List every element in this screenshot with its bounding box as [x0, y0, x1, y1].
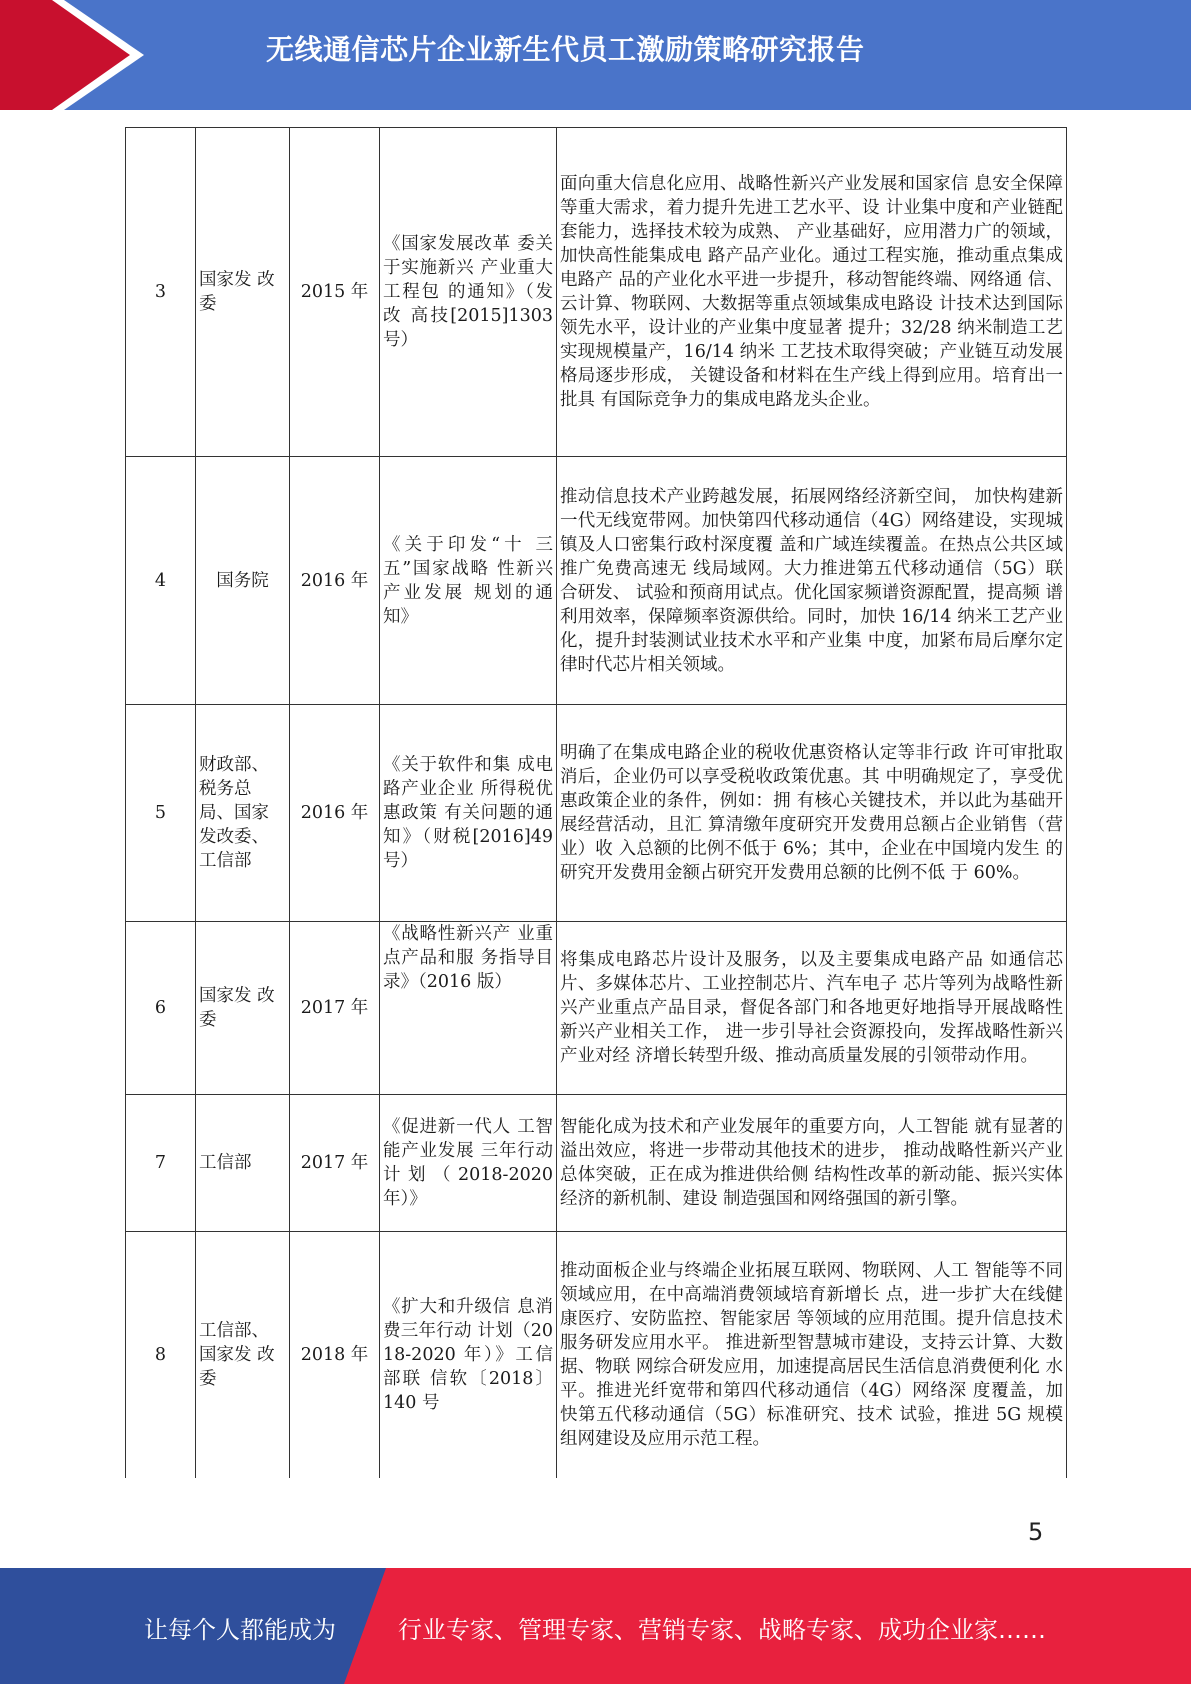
policy-document: 《扩大和升级信 息消费三年行动 计划（2018-2020 年）》工信部联 信软〔2018〕 140 号	[380, 1232, 557, 1478]
issuing-department: 工信部	[196, 1095, 290, 1232]
row-number: 8	[126, 1232, 196, 1478]
row-number: 5	[126, 705, 196, 922]
policy-content: 推动信息技术产业跨越发展，拓展网络经济新空间， 加快构建新一代无线宽带网。加快第四代移动通信（4G）网络建设，实现城镇及人口密集行政村深度覆 盖和广域连续覆盖。在热点公共区域推广免费高速无 线局域网。大力推进第五代移动通信（5G）联合研发、 试验和预商用试点。优化国家频谱资源配置，提高频 谱利用效率，保障频率资源供给。同时，加快 16/14 纳米工艺产业化，提升封装测试业技术水平和产业集 中度，加紧布局后摩尔定律时代芯片相关领域。	[557, 457, 1067, 705]
table-row	[126, 457, 1067, 705]
issue-year: 2016 年	[290, 457, 380, 705]
row-number: 4	[126, 457, 196, 705]
policy-table	[125, 127, 1067, 1478]
policy-document: 《国家发展改革 委关于实施新兴 产业重大工程包 的通知》（发改 高技[2015]1303 号）	[380, 128, 557, 457]
report-title: 无线通信芯片企业新生代员工激励策略研究报告	[266, 33, 865, 66]
row-number: 7	[126, 1095, 196, 1232]
policy-document: 《关于印发“十 三五”国家战略 性新兴产业发展 规划的通知》	[380, 457, 557, 705]
row-number: 6	[126, 922, 196, 1095]
table-row	[126, 1095, 1067, 1232]
footer-slogan-right: 行业专家、管理专家、营销专家、战略专家、成功企业家……	[398, 1616, 1046, 1644]
policy-document: 《促进新一代人 工智能产业发展 三年行动计划（2018-2020 年）》	[380, 1095, 557, 1232]
issuing-department: 国家发 改委	[196, 922, 290, 1095]
table-row	[126, 128, 1067, 457]
policy-content: 面向重大信息化应用、战略性新兴产业发展和国家信 息安全保障等重大需求，着力提升先进工艺水平、设 计业集中度和产业链配套能力，选择技术较为成熟、 产业基础好，应用潜力广的领域，加快高性能集成电 路产品产业化。通过工程实施，推动重点集成电路产 品的产业化水平进一步提升，移动智能终端、网络通 信、云计算、物联网、大数据等重点领域集成电路设 计技术达到国际领先水平，设计业的产业集中度显著 提升；32/28 纳米制造工艺实现规模量产，16/14 纳米 工艺技术取得突破；产业链互动发展格局逐步形成， 关键设备和材料在生产线上得到应用。培育出一批具 有国际竞争力的集成电路龙头企业。	[557, 128, 1067, 457]
policy-document: 《关于软件和集 成电路产业企业 所得税优惠政策 有关问题的通 知》（财税[2016]49 号）	[380, 705, 557, 922]
page-header	[0, 0, 1191, 110]
page-number: 5	[1028, 1518, 1044, 1546]
policy-document: 《战略性新兴产 业重点产品和服 务指导目录》（2016 版）	[380, 922, 557, 1095]
issue-year: 2016 年	[290, 705, 380, 922]
issuing-department: 财政部、 税务总 局、国家 发改委、 工信部	[196, 705, 290, 922]
issuing-department: 国务院	[196, 457, 290, 705]
row-number: 3	[126, 128, 196, 457]
policy-content: 推动面板企业与终端企业拓展互联网、物联网、人工 智能等不同领域应用，在中高端消费领域培育新增长 点，进一步扩大在线健康医疗、安防监控、智能家居 等领域的应用范围。提升信息技术服务研发应用水平。 推进新型智慧城市建设，支持云计算、大数据、物联 网综合研发应用，加速提高居民生活信息消费便利化 水平。推进光纤宽带和第四代移动通信（4G）网络深 度覆盖，加快第五代移动通信（5G）标准研究、技术 试验，推进 5G 规模组网建设及应用示范工程。	[557, 1232, 1067, 1478]
issue-year: 2018 年	[290, 1232, 380, 1478]
issue-year: 2017 年	[290, 1095, 380, 1232]
policy-content: 明确了在集成电路企业的税收优惠资格认定等非行政 许可审批取消后，企业仍可以享受税收政策优惠。其 中明确规定了，享受优惠政策企业的条件，例如：拥 有核心关键技术，并以此为基础开展经营活动，且汇 算清缴年度研究开发费用总额占企业销售（营业）收 入总额的比例不低于 6%；其中，企业在中国境内发生 的研究开发费用金额占研究开发费用总额的比例不低 于 60%。	[557, 705, 1067, 922]
policy-content: 将集成电路芯片设计及服务，以及主要集成电路产品 如通信芯片、多媒体芯片、工业控制芯片、汽车电子 芯片等列为战略性新兴产业重点产品目录，督促各部门和各地更好地指导开展战略性新兴产业相关工作， 进一步引导社会资源投向，发挥战略性新兴产业对经 济增长转型升级、推动高质量发展的引领带动作用。	[557, 922, 1067, 1095]
issue-year: 2017 年	[290, 922, 380, 1095]
table-row	[126, 705, 1067, 922]
table-row	[126, 922, 1067, 1095]
issuing-department: 国家发 改委	[196, 128, 290, 457]
table-row	[126, 1232, 1067, 1478]
page-footer	[0, 1568, 1191, 1684]
footer-slogan-left: 让每个人都能成为	[144, 1616, 336, 1644]
issue-year: 2015 年	[290, 128, 380, 457]
issuing-department: 工信部、国家发 改委	[196, 1232, 290, 1478]
policy-content: 智能化成为技术和产业发展年的重要方向，人工智能 就有显著的溢出效应，将进一步带动其他技术的进步， 推动战略性新兴产业总体突破，正在成为推进供给侧 结构性改革的新动能、振兴实体经济的新机制、建设 制造强国和网络强国的新引擎。	[557, 1095, 1067, 1232]
header-arrow-decoration	[0, 0, 160, 110]
